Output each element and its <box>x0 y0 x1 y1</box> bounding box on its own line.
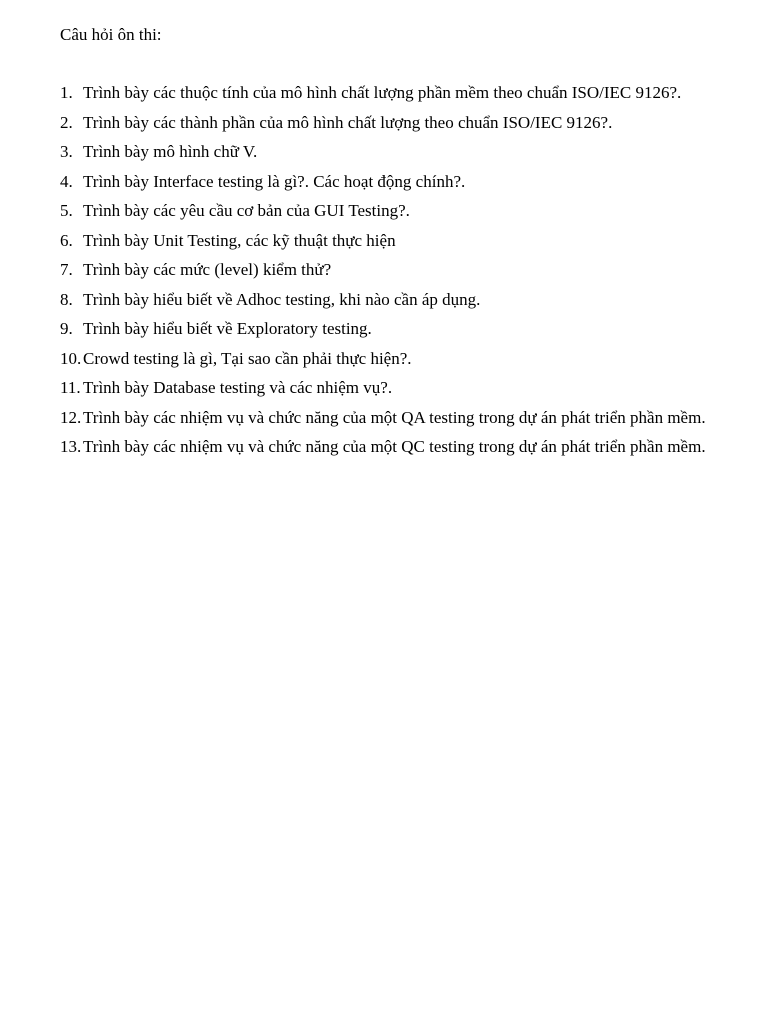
document-heading: Câu hỏi ôn thi: <box>60 25 162 44</box>
question-list <box>60 82 706 466</box>
question-item <box>60 82 706 112</box>
question-text: Trình bày hiểu biết về Exploratory testing. <box>83 319 372 338</box>
question-text: Trình bày các thành phần của mô hình chất lượng theo chuẩn ISO/IEC 9126?. <box>83 112 613 132</box>
question-text: Trình bày các nhiệm vụ và chức năng của một QC testing trong dự án phát triển phần mềm. <box>83 437 706 456</box>
question-item <box>60 171 706 201</box>
question-text: Crowd testing là gì, Tại sao cần phải thực hiện?. <box>83 348 412 368</box>
question-number: 3. <box>60 142 73 161</box>
question-number: 13. <box>60 437 82 456</box>
question-text: Trình bày hiểu biết về Adhoc testing, khi nào cần áp dụng. <box>83 289 481 309</box>
question-item <box>60 112 706 142</box>
question-item <box>60 318 706 348</box>
question-item <box>60 407 706 437</box>
question-number: 12. <box>60 407 82 427</box>
question-item <box>60 377 706 407</box>
question-text: Trình bày Database testing và các nhiệm vụ?. <box>83 378 393 397</box>
question-text: Trình bày Interface testing là gì?. Các hoạt động chính?. <box>83 171 466 191</box>
question-number: 6. <box>60 230 73 250</box>
question-number: 5. <box>60 201 73 220</box>
question-text: Trình bày các yêu cầu cơ bản của GUI Testing?. <box>83 201 410 220</box>
question-number: 7. <box>60 260 73 279</box>
question-item <box>60 436 706 466</box>
question-text: Trình bày các thuộc tính của mô hình chất lượng phần mềm theo chuẩn ISO/IEC 9126?. <box>83 83 682 102</box>
question-text: Trình bày các mức (level) kiểm thử? <box>83 260 332 279</box>
question-text: Trình bày mô hình chữ V. <box>83 142 258 161</box>
question-item <box>60 348 706 378</box>
question-number: 8. <box>60 289 73 309</box>
question-item <box>60 259 706 289</box>
question-item <box>60 230 706 260</box>
question-text: Trình bày các nhiệm vụ và chức năng của một QA testing trong dự án phát triển phần mềm. <box>83 407 706 427</box>
question-item <box>60 141 706 171</box>
question-number: 4. <box>60 171 73 191</box>
question-number: 10. <box>60 348 82 368</box>
question-text: Trình bày Unit Testing, các kỹ thuật thực hiện <box>83 230 396 250</box>
question-item <box>60 289 706 319</box>
question-number: 2. <box>60 112 73 132</box>
question-number: 9. <box>60 319 73 338</box>
question-item <box>60 200 706 230</box>
question-number: 1. <box>60 83 73 102</box>
question-number: 11. <box>60 378 81 397</box>
